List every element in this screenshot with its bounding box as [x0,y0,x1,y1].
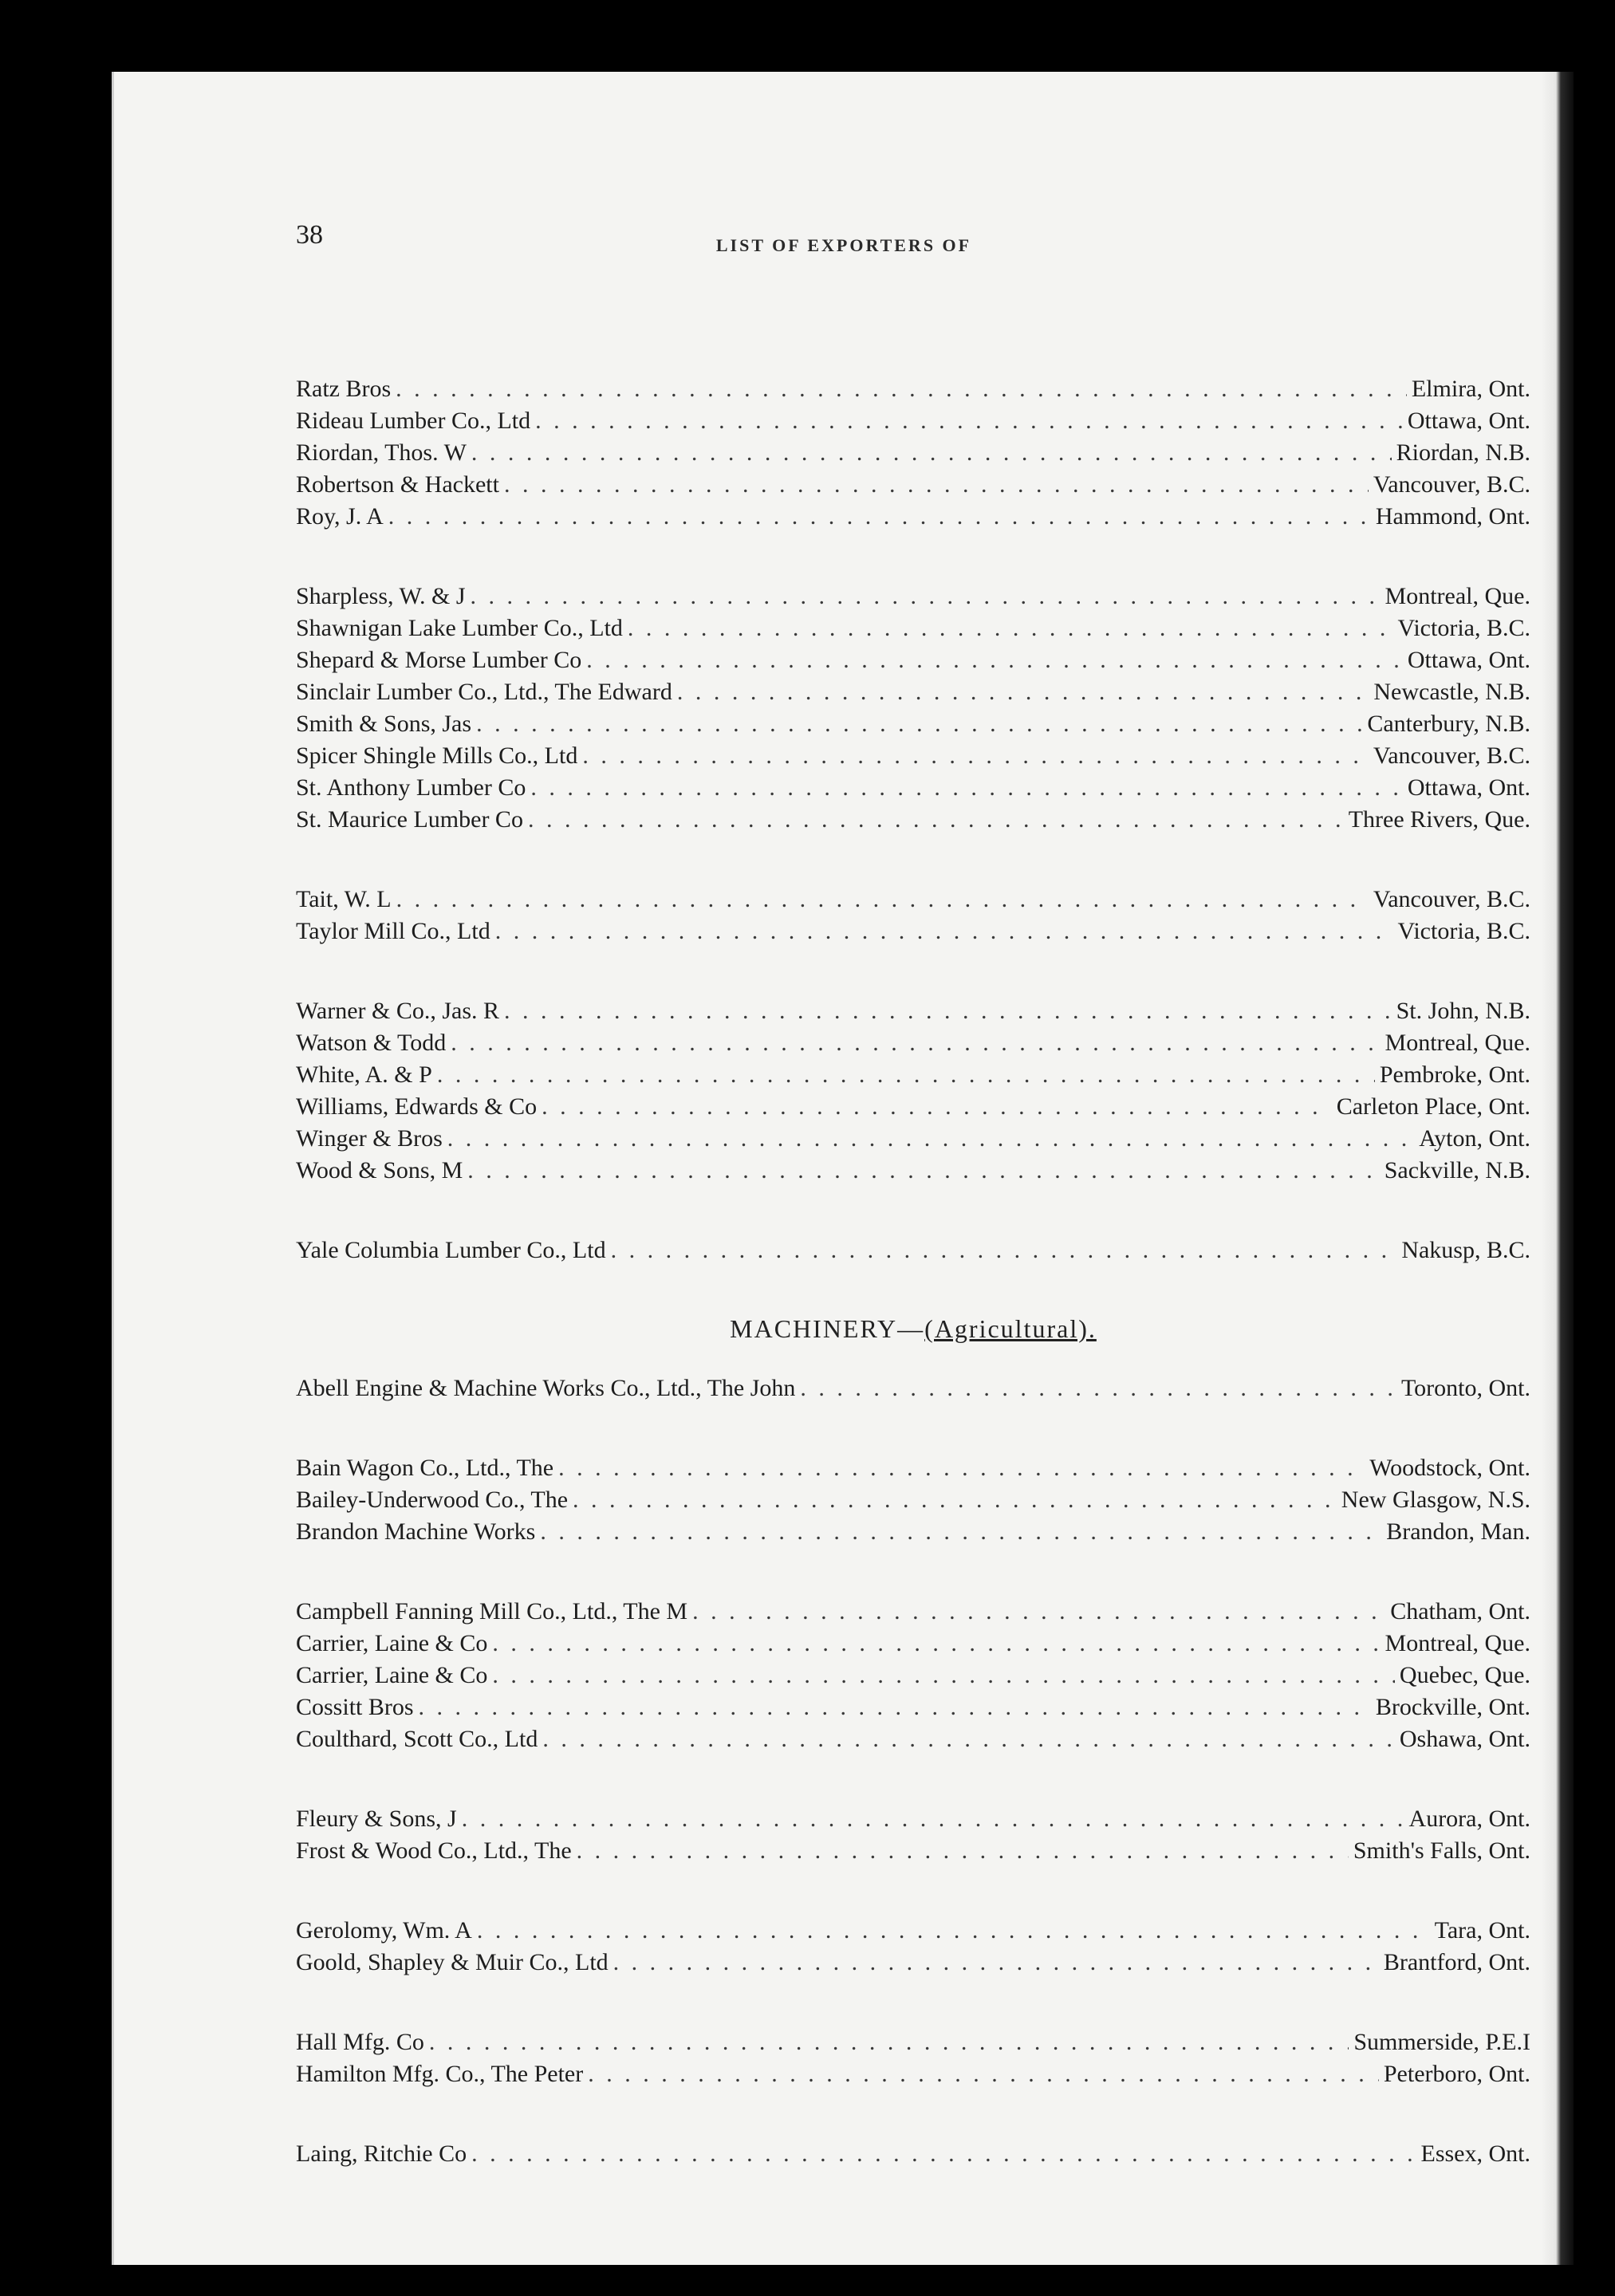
dot-leader [540,1516,1381,1548]
exporter-location: Ottawa, Ont. [1407,647,1530,673]
exporter-location: Hammond, Ont. [1375,503,1530,530]
exporter-name: Watson & Todd [296,1030,447,1056]
dot-leader [419,1691,1371,1723]
page-number: 38 [296,220,323,250]
exporter-entry [296,1452,1530,1484]
exporter-location: Chatham, Ont. [1390,1598,1530,1625]
dot-leader [504,995,1392,1027]
exporter-name: Robertson & Hackett [296,471,499,498]
entry-group [296,995,1530,1187]
exporter-location: Brockville, Ont. [1375,1694,1530,1720]
exporter-location: Smith's Falls, Ont. [1353,1837,1530,1864]
exporter-entry [296,884,1530,916]
exporter-name: Goold, Shapley & Muir Co., Ltd [296,1949,609,1975]
exporter-name: Warner & Co., Jas. R [296,998,500,1024]
dot-leader [573,1484,1337,1516]
dot-leader [429,2026,1349,2058]
exporter-entry [296,1835,1530,1867]
dot-leader [467,1155,1379,1187]
exporter-location: Woodstock, Ont. [1369,1455,1530,1481]
exporter-location: Elmira, Ont. [1411,376,1530,402]
exporter-entry [296,916,1530,947]
exporter-location: Ottawa, Ont. [1407,408,1530,434]
dot-leader [535,405,1403,437]
exporter-name: Hamilton Mfg. Co., The Peter [296,2061,584,2087]
exporter-entry [296,1027,1530,1059]
entry-group [296,373,1530,533]
exporter-location: Aurora, Ont. [1408,1806,1530,1832]
dot-leader [528,804,1344,836]
exporter-entry [296,469,1530,501]
exporter-location: Riordan, N.B. [1396,439,1530,466]
exporter-entry [296,1235,1530,1266]
dot-leader [611,1235,1397,1266]
exporter-entry [296,1723,1530,1755]
exporter-entry [296,1691,1530,1723]
exporter-location: Vancouver, B.C. [1373,742,1530,769]
exporter-entry [296,1516,1530,1548]
dot-leader [396,884,1369,916]
exporter-entry [296,1372,1530,1404]
dot-leader [471,581,1381,612]
dot-leader [677,676,1369,708]
dot-leader [495,916,1393,947]
machinery-section [296,1372,1530,2170]
exporter-name: Riordan, Thos. W [296,439,467,466]
dot-leader [471,2138,1416,2170]
entry-group [296,884,1530,947]
section-subtitle: (Agricultural). [924,1314,1097,1343]
exporter-location: Vancouver, B.C. [1373,886,1530,912]
exporter-location: Sackville, N.B. [1384,1157,1530,1183]
dot-leader [692,1596,1385,1628]
exporter-name: Tait, W. L [296,886,392,912]
section-title: MACHINERY— [730,1314,925,1343]
entry-group [296,1803,1530,1867]
entry-group [296,2138,1530,2170]
exporter-location: Tara, Ont. [1434,1917,1530,1944]
dot-leader [530,772,1403,804]
exporter-name: Sinclair Lumber Co., Ltd., The Edward [296,679,672,705]
dot-leader [558,1452,1365,1484]
exporter-entry [296,1947,1530,1979]
exporter-name: St. Maurice Lumber Co [296,806,523,833]
exporter-location: Brandon, Man. [1386,1518,1530,1545]
exporter-location: Carleton Place, Ont. [1336,1093,1530,1120]
exporter-name: Carrier, Laine & Co [296,1630,488,1656]
exporter-location: Ayton, Ont. [1419,1125,1530,1152]
exporter-location: Essex, Ont. [1420,2140,1530,2167]
exporter-location: Pembroke, Ont. [1379,1061,1530,1088]
exporter-name: Carrier, Laine & Co [296,1662,488,1688]
exporter-location: Montreal, Que. [1385,1030,1530,1056]
exporter-entry [296,2026,1530,2058]
exporter-name: Roy, J. A [296,503,384,530]
exporter-location: St. John, N.B. [1396,998,1530,1024]
dot-leader [582,740,1369,772]
exporter-name: Yale Columbia Lumber Co., Ltd [296,1237,606,1263]
dot-leader [613,1947,1379,1979]
exporter-name: Hall Mfg. Co [296,2029,424,2055]
exporter-name: Rideau Lumber Co., Ltd [296,408,531,434]
exporter-entry [296,676,1530,708]
exporter-entry [296,1596,1530,1628]
exporter-name: Taylor Mill Co., Ltd [296,918,490,944]
dot-leader [504,469,1369,501]
exporter-entry [296,2058,1530,2090]
exporter-name: Fleury & Sons, J [296,1806,457,1832]
dot-leader [462,1803,1404,1835]
section-heading [296,1314,1530,1344]
entry-group [296,581,1530,836]
exporter-entry [296,740,1530,772]
dot-leader [628,612,1393,644]
exporter-location: Canterbury, N.B. [1367,711,1530,737]
exporter-location: Brantford, Ont. [1383,1949,1530,1975]
exporter-entry [296,772,1530,804]
dot-leader [492,1628,1380,1660]
exporter-name: White, A. & P [296,1061,432,1088]
entry-group [296,1596,1530,1755]
dot-leader [388,501,1371,533]
exporter-location: Peterboro, Ont. [1383,2061,1530,2087]
exporter-entry [296,804,1530,836]
exporter-entry [296,612,1530,644]
exporter-location: Ottawa, Ont. [1407,774,1530,801]
exporter-name: Smith & Sons, Jas [296,711,472,737]
exporter-location: Victoria, B.C. [1397,918,1530,944]
page-edge-shadow [1542,72,1574,2265]
exporter-name: Bain Wagon Co., Ltd., The [296,1455,554,1481]
exporter-entry [296,1155,1530,1187]
lumber-section [296,373,1530,1266]
exporter-location: Quebec, Que. [1399,1662,1530,1688]
exporter-entry [296,1484,1530,1516]
exporter-entry [296,405,1530,437]
exporter-name: Winger & Bros [296,1125,443,1152]
dot-leader [476,708,1362,740]
exporter-entry [296,708,1530,740]
exporter-name: Bailey-Underwood Co., The [296,1487,569,1513]
entry-group [296,1915,1530,1979]
exporter-entry [296,1803,1530,1835]
exporter-location: Oshawa, Ont. [1399,1726,1530,1752]
exporter-location: Toronto, Ont. [1400,1375,1530,1401]
exporter-entry [296,1915,1530,1947]
exporter-name: Brandon Machine Works [296,1518,536,1545]
dot-leader [542,1091,1332,1123]
exporter-location: Summerside, P.E.I [1353,2029,1530,2055]
entry-group [296,1372,1530,1404]
exporter-name: Campbell Fanning Mill Co., Ltd., The M [296,1598,688,1625]
exporter-location: Newcastle, N.B. [1373,679,1530,705]
dot-leader [477,1915,1430,1947]
dot-leader [586,644,1403,676]
exporter-name: Wood & Sons, M [296,1157,463,1183]
exporter-name: Frost & Wood Co., Ltd., The [296,1837,572,1864]
exporter-name: St. Anthony Lumber Co [296,774,526,801]
entry-group [296,1452,1530,1548]
dot-leader [588,2058,1379,2090]
exporter-location: Vancouver, B.C. [1373,471,1530,498]
exporter-entry [296,1091,1530,1123]
exporter-entry [296,995,1530,1027]
dot-leader [471,437,1392,469]
exporter-entry [296,501,1530,533]
exporter-location: Nakusp, B.C. [1401,1237,1530,1263]
dot-leader [492,1660,1395,1691]
exporter-entry [296,437,1530,469]
exporter-entry [296,644,1530,676]
exporter-name: Abell Engine & Machine Works Co., Ltd., The John [296,1375,796,1401]
dot-leader [800,1372,1396,1404]
entry-group [296,1235,1530,1266]
exporters-list [296,373,1530,2218]
running-head: LIST OF EXPORTERS OF [715,235,972,255]
exporter-location: Three Rivers, Que. [1348,806,1530,833]
dot-leader [577,1835,1349,1867]
exporter-name: Williams, Edwards & Co [296,1093,538,1120]
entry-group [296,2026,1530,2090]
dot-leader [542,1723,1395,1755]
exporter-location: Montreal, Que. [1385,1630,1530,1656]
exporter-name: Laing, Ritchie Co [296,2140,467,2167]
exporter-entry [296,373,1530,405]
dot-leader [451,1027,1380,1059]
exporter-name: Cossitt Bros [296,1694,414,1720]
dot-leader [396,373,1407,405]
exporter-name: Gerolomy, Wm. A [296,1917,472,1944]
exporter-name: Shawnigan Lake Lumber Co., Ltd [296,615,623,641]
exporter-location: Victoria, B.C. [1397,615,1530,641]
exporter-entry [296,1628,1530,1660]
exporter-name: Shepard & Morse Lumber Co [296,647,582,673]
exporter-location: Montreal, Que. [1385,583,1530,609]
document-page [112,72,1574,2265]
exporter-name: Ratz Bros [296,376,392,402]
exporter-name: Coulthard, Scott Co., Ltd [296,1726,538,1752]
dot-leader [437,1059,1375,1091]
exporter-name: Spicer Shingle Mills Co., Ltd [296,742,578,769]
exporter-name: Sharpless, W. & J [296,583,466,609]
exporter-entry [296,2138,1530,2170]
exporter-entry [296,1059,1530,1091]
exporter-entry [296,581,1530,612]
exporter-entry [296,1123,1530,1155]
exporter-entry [296,1660,1530,1691]
dot-leader [447,1123,1414,1155]
exporter-location: New Glasgow, N.S. [1341,1487,1530,1513]
